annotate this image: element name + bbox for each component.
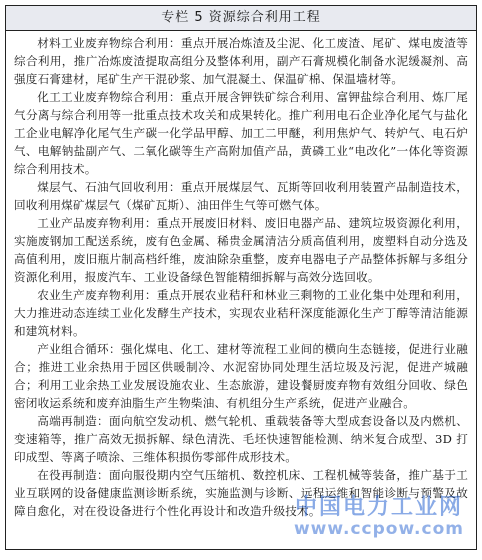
paragraph-material-waste bbox=[14, 34, 468, 88]
watermark-url: www.ccpow.com bbox=[293, 519, 464, 539]
watermark-title: 中国电力工业网 bbox=[294, 495, 463, 520]
paragraph-text: 重点开展废旧材料、废旧电器产品、建筑垃圾资源化利用，实施废钢加工配送系统，废有色金属、稀贵金属清洁分质高值利用，废塑料自动分选及高值利用，废旧瓶片制高档纤维，废油除杂重整，废弃电器电子产品整体拆解与多组分资源化利用，报废汽车、工业设备绿色智能精细拆解与高效分选回收。 bbox=[14, 216, 468, 284]
paragraph-text: 重点开展煤层气、瓦斯等回收利用装置产品制造技术，回收利用煤矿煤层气（煤矿瓦斯）、油田伴生气等可燃气体。 bbox=[14, 180, 468, 212]
paragraph-label: 在役再制造： bbox=[37, 468, 110, 482]
paragraph-text: 面向航空发动机、燃气轮机、重载装备等大型成套设备以及内燃机、变速箱等，推广高效无损拆解、绿色清洗、毛坯快速智能检测、纳米复合成型、3D 打印成型、等离子喷涂、三维体积损伤零部件成形技术。 bbox=[14, 414, 468, 464]
paragraph-label: 产业组合循环： bbox=[37, 342, 121, 356]
paragraph-label: 化工工业废弃物综合利用： bbox=[37, 90, 181, 104]
paragraph-product-waste bbox=[14, 214, 468, 286]
paragraph-in-service-remanufacturing bbox=[14, 466, 468, 520]
paragraph-label: 农业生产废弃物利用： bbox=[37, 288, 157, 302]
paragraph-label: 材料工业废弃物综合利用： bbox=[37, 36, 181, 50]
paragraph-high-end-remanufacturing bbox=[14, 412, 468, 466]
paragraph-label: 高端再制造： bbox=[37, 414, 110, 428]
paragraph-label: 煤层气、石油气回收利用： bbox=[37, 180, 181, 194]
paragraph-text: 重点开展冶炼渣及尘泥、化工废渣、尾矿、煤电废渣等综合利用，推广冶炼废渣提取高组分及整体利用，副产石膏规模化制备水泥缓凝剂、高强度石膏建材，尾矿生产干混砂浆、加气混凝土、保温矿棉、保温墙材等。 bbox=[14, 36, 468, 86]
paragraph-industry-cycle bbox=[14, 340, 468, 412]
document-panel bbox=[5, 5, 477, 550]
paragraph-gas-recovery bbox=[14, 178, 468, 214]
paragraph-text: 重点开展含钾铁矿综合利用、富钾盐综合利用、炼厂尾气分离与综合利用等一批重点技术攻关和成果转化。推广利用电石企业净化尾气与盐化工企业电解净化尾气生产碳一化学品甲醇、加工二甲醚，利用焦炉气、转炉气、电石炉气、电解钠盐副产气、二氧化碳等生产高附加值产品，黄磷工业“电改化”一体化等资源综合利用技术。 bbox=[14, 90, 468, 176]
paragraph-label: 工业产品废弃物利用： bbox=[37, 216, 157, 230]
paragraph-text: 面向服役期内空气压缩机、数控机床、工程机械等装备，推广基于工业互联网的设备健康监测诊断系统，实施监测与诊断、远程运维和智能诊断与预警及故障自愈化，对在役设备进行个性化再设计和改造升级技术。 bbox=[14, 468, 468, 518]
paragraph-agri-waste bbox=[14, 286, 468, 340]
page-title: 专栏 5 资源综合利用工程 bbox=[6, 6, 476, 31]
paragraph-text: 强化煤电、化工、建材等流程工业间的横向生态链接，促进行业融合；推进工业余热用于园区供暖制冷、水泥窑协同处理生活垃圾及污泥，促进产城融合；利用工业余热工业发展设施农业、生态旅游，建设餐厨废弃物有效组分回收、绿色密闭收运系统和废弃油脂生产生物柴油、有机组分生产系统，促进产业融合。 bbox=[14, 342, 468, 410]
paragraph-chemical-waste bbox=[14, 88, 468, 178]
paragraph-text: 重点开展农业秸秆和林业三剩物的工业化集中处理和利用，大力推进动态连续工业化发酵生产技术，实现农业秸秆深度能源化生产丁醇等清洁能源和建筑材料。 bbox=[14, 288, 468, 338]
document-body bbox=[6, 31, 476, 520]
